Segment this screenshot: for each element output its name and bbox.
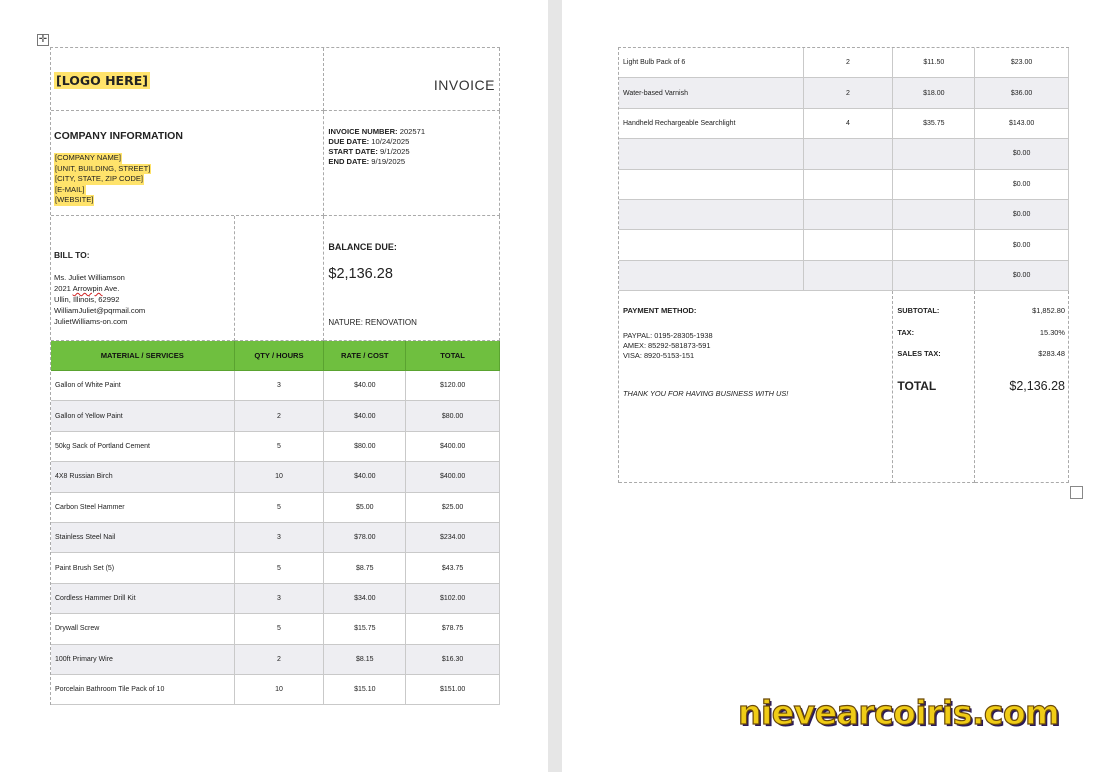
totals-labels: [893, 291, 975, 483]
end-date-label: END DATE:: [328, 157, 370, 166]
item-total[interactable]: $400.00: [406, 432, 500, 462]
start-date-label: START DATE:: [328, 147, 378, 156]
table-row: [619, 230, 1069, 260]
item-qty[interactable]: 5: [235, 493, 325, 523]
item-qty[interactable]: 2: [235, 401, 325, 431]
bill-to-city: Ullin, Illinois, 62992: [54, 295, 120, 304]
item-total[interactable]: $0.00: [975, 170, 1069, 200]
item-rate[interactable]: $15.75: [324, 614, 406, 644]
item-qty[interactable]: 3: [235, 584, 325, 614]
subtotal-value: $1,852.80: [1032, 306, 1065, 316]
item-rate[interactable]: $40.00: [324, 462, 406, 492]
due-date-label: DUE DATE:: [328, 137, 370, 146]
item-total[interactable]: $78.75: [406, 614, 500, 644]
item-rate[interactable]: $15.10: [324, 675, 406, 705]
sales-tax-label: SALES TAX:: [897, 349, 941, 359]
total-label: TOTAL: [897, 378, 937, 393]
item-description[interactable]: Carbon Steel Hammer: [51, 493, 235, 523]
item-qty[interactable]: 10: [235, 675, 325, 705]
item-description[interactable]: Paint Brush Set (5): [51, 553, 235, 583]
job-nature: NATURE: RENOVATION: [328, 318, 417, 327]
header-material: MATERIAL / SERVICES: [51, 341, 235, 371]
item-rate[interactable]: [893, 139, 975, 169]
table-row: [51, 645, 500, 675]
item-rate[interactable]: $40.00: [324, 371, 406, 401]
item-description[interactable]: Stainless Steel Nail: [51, 523, 235, 553]
item-qty[interactable]: [804, 200, 894, 230]
page-gap: [548, 0, 562, 772]
bill-to-website: JulietWilliams-on.com: [54, 317, 128, 326]
item-total[interactable]: $120.00: [406, 371, 500, 401]
item-description[interactable]: [619, 200, 804, 230]
item-qty[interactable]: [804, 261, 894, 291]
end-date: 9/19/2025: [371, 157, 406, 166]
item-description[interactable]: 50kg Sack of Portland Cement: [51, 432, 235, 462]
item-description[interactable]: Cordless Hammer Drill Kit: [51, 584, 235, 614]
company-city[interactable]: [CITY, STATE, ZIP CODE]: [55, 174, 144, 183]
item-qty[interactable]: [804, 139, 894, 169]
item-qty[interactable]: 3: [235, 371, 325, 401]
item-rate[interactable]: [893, 261, 975, 291]
table-row: [619, 139, 1069, 169]
item-description[interactable]: [619, 139, 804, 169]
item-total[interactable]: $400.00: [406, 462, 500, 492]
item-total[interactable]: $143.00: [975, 109, 1069, 139]
item-rate[interactable]: $35.75: [893, 109, 975, 139]
table-row: [51, 462, 500, 492]
item-total[interactable]: $0.00: [975, 261, 1069, 291]
item-description[interactable]: [619, 261, 804, 291]
item-qty[interactable]: 5: [235, 553, 325, 583]
header-total: TOTAL: [406, 341, 500, 371]
item-rate[interactable]: $5.00: [324, 493, 406, 523]
start-date: 9/1/2025: [380, 147, 410, 156]
payment-paypal: PAYPAL: 0195-28305-1938: [623, 331, 713, 341]
item-rate[interactable]: $40.00: [324, 401, 406, 431]
table-row: [619, 261, 1069, 291]
table-row: [51, 493, 500, 523]
table-row: [619, 48, 1069, 78]
thank-you-note: THANK YOU FOR HAVING BUSINESS WITH US!: [623, 389, 789, 399]
item-qty[interactable]: [804, 230, 894, 260]
items-table-body: [51, 371, 500, 705]
table-row: [51, 675, 500, 705]
bill-to-heading: BILL TO:: [54, 250, 90, 260]
item-total[interactable]: $23.00: [975, 48, 1069, 78]
item-qty[interactable]: 4: [804, 109, 894, 139]
header-qty: QTY / HOURS: [235, 341, 325, 371]
item-total[interactable]: $102.00: [406, 584, 500, 614]
item-qty[interactable]: 2: [804, 78, 894, 108]
tax-label: TAX:: [897, 327, 915, 337]
company-name[interactable]: [COMPANY NAME]: [55, 153, 121, 162]
item-description[interactable]: Porcelain Bathroom Tile Pack of 10: [51, 675, 235, 705]
table-row: [51, 371, 500, 401]
item-description[interactable]: 4X8 Russian Birch: [51, 462, 235, 492]
item-total[interactable]: $25.00: [406, 493, 500, 523]
table-row: [619, 109, 1069, 139]
item-qty[interactable]: 10: [235, 462, 325, 492]
header-rate: RATE / COST: [324, 341, 406, 371]
item-qty[interactable]: 2: [235, 645, 325, 675]
invoice-page-1: [50, 47, 500, 705]
item-description[interactable]: Drywall Screw: [51, 614, 235, 644]
item-rate[interactable]: [893, 230, 975, 260]
watermark-logo: nievearcoiris.com: [738, 693, 1060, 732]
company-website[interactable]: [WEBSITE]: [55, 195, 94, 204]
item-total[interactable]: $16.30: [406, 645, 500, 675]
item-description[interactable]: Gallon of Yellow Paint: [51, 401, 235, 431]
item-description[interactable]: Light Bulb Pack of 6: [619, 48, 804, 78]
company-email[interactable]: [E-MAIL]: [55, 184, 85, 194]
item-rate[interactable]: $11.50: [893, 48, 975, 78]
item-qty[interactable]: 5: [235, 614, 325, 644]
payment-heading: PAYMENT METHOD:: [623, 306, 697, 316]
total-value: $2,136.28: [1009, 378, 1065, 393]
item-description[interactable]: Handheld Rechargeable Searchlight: [619, 109, 804, 139]
item-rate[interactable]: $78.00: [324, 523, 406, 553]
due-date: 10/24/2025: [371, 137, 410, 146]
invoice-page-2: [618, 47, 1069, 483]
invoice-number: 202571: [399, 127, 426, 136]
item-qty[interactable]: 2: [804, 48, 894, 78]
table-row: [51, 614, 500, 644]
table-row: [51, 584, 500, 614]
table-row: [619, 78, 1069, 108]
item-rate[interactable]: $34.00: [324, 584, 406, 614]
item-total[interactable]: $0.00: [975, 200, 1069, 230]
table-move-handle-icon[interactable]: ✛: [38, 34, 48, 45]
invoice-meta: [324, 111, 500, 216]
title-cell: [324, 48, 500, 111]
item-total[interactable]: $0.00: [975, 230, 1069, 260]
bill-to-spacer: [235, 216, 325, 341]
item-total[interactable]: $234.00: [406, 523, 500, 553]
tax-value: 15.30%: [1039, 327, 1065, 337]
table-row: [51, 553, 500, 583]
item-rate[interactable]: $18.00: [893, 78, 975, 108]
item-qty[interactable]: 3: [235, 523, 325, 553]
company-info: [51, 111, 324, 216]
bill-to-street: 2021 Arrowpin Ave.: [54, 284, 120, 293]
table-resize-handle[interactable]: [1070, 486, 1083, 499]
table-row: [619, 200, 1069, 230]
balance-due: [324, 216, 500, 341]
invoice-number-label: INVOICE NUMBER:: [328, 127, 398, 136]
sales-tax-value: $283.48: [1038, 349, 1065, 359]
item-description[interactable]: Water-based Varnish: [619, 78, 804, 108]
item-rate[interactable]: [893, 200, 975, 230]
totals-values: [975, 291, 1069, 483]
item-rate[interactable]: $8.15: [324, 645, 406, 675]
company-street[interactable]: [UNIT, BUILDING, STREET]: [55, 163, 151, 173]
payment-method: [619, 291, 893, 483]
subtotal-label: SUBTOTAL:: [897, 306, 940, 316]
company-info-heading: COMPANY INFORMATION: [54, 130, 183, 142]
payment-visa: VISA: 8920-5153-151: [623, 351, 695, 361]
item-description[interactable]: Gallon of White Paint: [51, 371, 235, 401]
item-description[interactable]: 100ft Primary Wire: [51, 645, 235, 675]
item-total[interactable]: $151.00: [406, 675, 500, 705]
balance-due-amount: $2,136.28: [328, 266, 393, 282]
bill-to-email: WilliamJuliet@pqrmail.com: [54, 306, 146, 315]
item-description[interactable]: [619, 230, 804, 260]
items-table-header: [51, 341, 500, 371]
item-rate[interactable]: $80.00: [324, 432, 406, 462]
item-qty[interactable]: 5: [235, 432, 325, 462]
item-total[interactable]: $80.00: [406, 401, 500, 431]
items-table-body-continued: [619, 48, 1069, 291]
table-row: [619, 170, 1069, 200]
item-total[interactable]: $36.00: [975, 78, 1069, 108]
table-row: [51, 523, 500, 553]
item-rate[interactable]: $8.75: [324, 553, 406, 583]
invoice-title: INVOICE: [433, 77, 495, 93]
item-total[interactable]: $43.75: [406, 553, 500, 583]
item-rate[interactable]: [893, 170, 975, 200]
table-row: [51, 432, 500, 462]
balance-due-heading: BALANCE DUE:: [328, 242, 397, 252]
payment-amex: AMEX: 85292-581873-591: [623, 341, 711, 351]
bill-to: [51, 216, 235, 341]
item-total[interactable]: $0.00: [975, 139, 1069, 169]
table-row: [51, 401, 500, 431]
logo-placeholder[interactable]: [LOGO HERE]: [56, 73, 148, 88]
bill-to-name: Ms. Juliet Williamson: [54, 273, 125, 282]
item-description[interactable]: [619, 170, 804, 200]
logo-cell: [51, 48, 324, 111]
item-qty[interactable]: [804, 170, 894, 200]
